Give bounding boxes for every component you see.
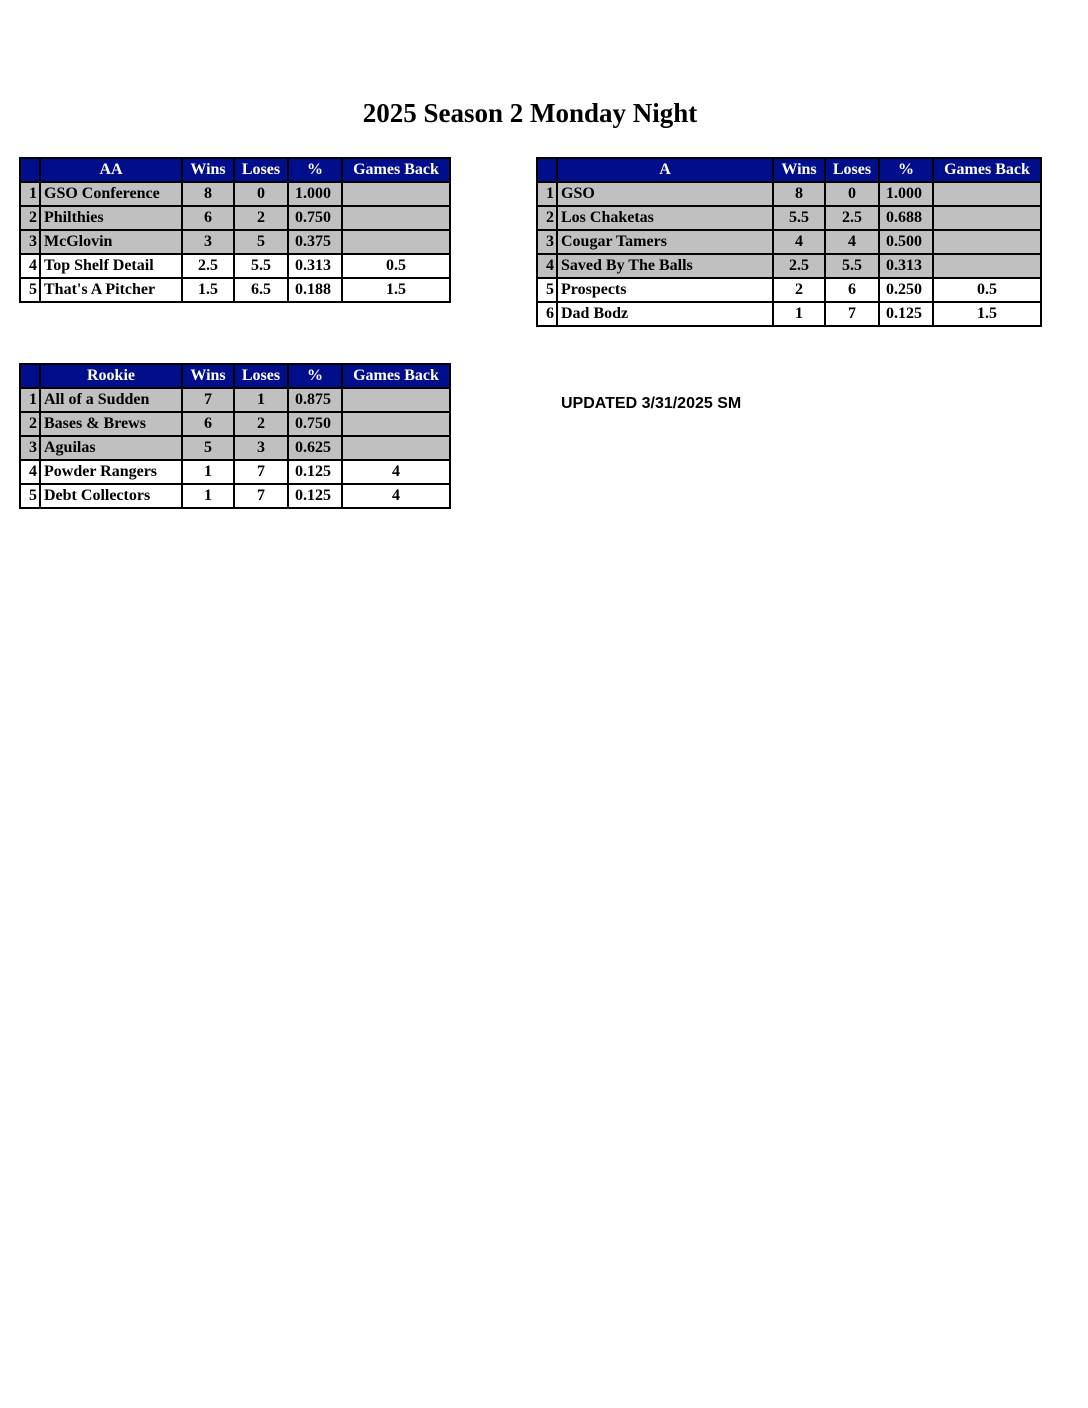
wins-header: Wins bbox=[182, 364, 234, 388]
rank-header bbox=[537, 158, 557, 182]
team-cell: Prospects bbox=[557, 278, 773, 302]
loses-header: Loses bbox=[234, 364, 288, 388]
loses-cell: 2 bbox=[234, 412, 288, 436]
rank-cell: 4 bbox=[20, 460, 40, 484]
loses-header: Loses bbox=[825, 158, 879, 182]
team-cell: All of a Sudden bbox=[40, 388, 182, 412]
pct-cell: 0.125 bbox=[879, 302, 933, 326]
table-row bbox=[537, 182, 1041, 206]
table-row bbox=[20, 230, 450, 254]
loses-cell: 7 bbox=[234, 484, 288, 508]
games-back-cell bbox=[342, 412, 450, 436]
games-back-cell bbox=[342, 388, 450, 412]
rank-cell: 5 bbox=[537, 278, 557, 302]
wins-cell: 2.5 bbox=[182, 254, 234, 278]
wins-cell: 5 bbox=[182, 436, 234, 460]
team-cell: Cougar Tamers bbox=[557, 230, 773, 254]
table-row bbox=[537, 254, 1041, 278]
rank-cell: 1 bbox=[537, 182, 557, 206]
loses-cell: 3 bbox=[234, 436, 288, 460]
pct-cell: 1.000 bbox=[288, 182, 342, 206]
table-row bbox=[20, 436, 450, 460]
pct-cell: 0.313 bbox=[288, 254, 342, 278]
rank-cell: 4 bbox=[537, 254, 557, 278]
rank-cell: 1 bbox=[20, 388, 40, 412]
loses-cell: 6.5 bbox=[234, 278, 288, 302]
games-back-header: Games Back bbox=[933, 158, 1041, 182]
games-back-cell bbox=[933, 230, 1041, 254]
team-cell: Dad Bodz bbox=[557, 302, 773, 326]
page-title: 2025 Season 2 Monday Night bbox=[362, 98, 698, 128]
loses-header: Loses bbox=[234, 158, 288, 182]
wins-cell: 8 bbox=[773, 182, 825, 206]
wins-cell: 1 bbox=[773, 302, 825, 326]
games-back-cell: 4 bbox=[342, 460, 450, 484]
games-back-cell bbox=[342, 206, 450, 230]
loses-cell: 5 bbox=[234, 230, 288, 254]
wins-cell: 7 bbox=[182, 388, 234, 412]
loses-cell: 0 bbox=[234, 182, 288, 206]
pct-cell: 0.750 bbox=[288, 206, 342, 230]
games-back-header: Games Back bbox=[342, 158, 450, 182]
loses-cell: 2 bbox=[234, 206, 288, 230]
pct-cell: 0.313 bbox=[879, 254, 933, 278]
division-name: A bbox=[557, 158, 773, 182]
division-name: AA bbox=[40, 158, 182, 182]
team-cell: GSO Conference bbox=[40, 182, 182, 206]
team-cell: Los Chaketas bbox=[557, 206, 773, 230]
loses-cell: 5.5 bbox=[825, 254, 879, 278]
rank-cell: 3 bbox=[537, 230, 557, 254]
pct-cell: 0.625 bbox=[288, 436, 342, 460]
table-row bbox=[20, 412, 450, 436]
games-back-cell bbox=[933, 206, 1041, 230]
pct-header: % bbox=[288, 364, 342, 388]
header-row bbox=[20, 158, 450, 182]
pct-cell: 1.000 bbox=[879, 182, 933, 206]
wins-cell: 3 bbox=[182, 230, 234, 254]
pct-cell: 0.125 bbox=[288, 484, 342, 508]
team-cell: Saved By The Balls bbox=[557, 254, 773, 278]
loses-cell: 7 bbox=[234, 460, 288, 484]
rank-header bbox=[20, 158, 40, 182]
rank-cell: 6 bbox=[537, 302, 557, 326]
pct-header: % bbox=[879, 158, 933, 182]
header-row bbox=[20, 364, 450, 388]
loses-cell: 4 bbox=[825, 230, 879, 254]
team-cell: McGlovin bbox=[40, 230, 182, 254]
team-cell: Debt Collectors bbox=[40, 484, 182, 508]
team-cell: GSO bbox=[557, 182, 773, 206]
wins-header: Wins bbox=[773, 158, 825, 182]
loses-cell: 1 bbox=[234, 388, 288, 412]
team-cell: Philthies bbox=[40, 206, 182, 230]
rank-cell: 5 bbox=[20, 278, 40, 302]
rank-cell: 5 bbox=[20, 484, 40, 508]
wins-cell: 8 bbox=[182, 182, 234, 206]
wins-cell: 2 bbox=[773, 278, 825, 302]
wins-header: Wins bbox=[182, 158, 234, 182]
table-row bbox=[20, 182, 450, 206]
games-back-cell bbox=[342, 182, 450, 206]
pct-header: % bbox=[288, 158, 342, 182]
table-row bbox=[20, 278, 450, 302]
header-row bbox=[537, 158, 1041, 182]
games-back-cell: 0.5 bbox=[342, 254, 450, 278]
wins-cell: 1.5 bbox=[182, 278, 234, 302]
pct-cell: 0.250 bbox=[879, 278, 933, 302]
table-row bbox=[537, 302, 1041, 326]
games-back-cell bbox=[342, 230, 450, 254]
team-cell: Aguilas bbox=[40, 436, 182, 460]
rank-cell: 3 bbox=[20, 436, 40, 460]
games-back-cell: 0.5 bbox=[933, 278, 1041, 302]
wins-cell: 4 bbox=[773, 230, 825, 254]
team-cell: That's A Pitcher bbox=[40, 278, 182, 302]
rank-cell: 2 bbox=[20, 412, 40, 436]
wins-cell: 1 bbox=[182, 484, 234, 508]
rank-cell: 2 bbox=[537, 206, 557, 230]
games-back-cell: 1.5 bbox=[342, 278, 450, 302]
rookie-standings-table bbox=[19, 363, 451, 509]
rank-cell: 4 bbox=[20, 254, 40, 278]
games-back-cell bbox=[342, 436, 450, 460]
team-cell: Powder Rangers bbox=[40, 460, 182, 484]
rank-cell: 3 bbox=[20, 230, 40, 254]
pct-cell: 0.375 bbox=[288, 230, 342, 254]
table-row bbox=[20, 206, 450, 230]
pct-cell: 0.500 bbox=[879, 230, 933, 254]
pct-cell: 0.875 bbox=[288, 388, 342, 412]
loses-cell: 0 bbox=[825, 182, 879, 206]
table-row bbox=[20, 254, 450, 278]
pct-cell: 0.125 bbox=[288, 460, 342, 484]
wins-cell: 1 bbox=[182, 460, 234, 484]
loses-cell: 6 bbox=[825, 278, 879, 302]
loses-cell: 5.5 bbox=[234, 254, 288, 278]
table-row bbox=[537, 230, 1041, 254]
team-cell: Bases & Brews bbox=[40, 412, 182, 436]
games-back-header: Games Back bbox=[342, 364, 450, 388]
wins-cell: 6 bbox=[182, 206, 234, 230]
rank-cell: 2 bbox=[20, 206, 40, 230]
games-back-cell: 1.5 bbox=[933, 302, 1041, 326]
pct-cell: 0.750 bbox=[288, 412, 342, 436]
table-row bbox=[537, 206, 1041, 230]
loses-cell: 2.5 bbox=[825, 206, 879, 230]
wins-cell: 6 bbox=[182, 412, 234, 436]
pct-cell: 0.188 bbox=[288, 278, 342, 302]
rank-header bbox=[20, 364, 40, 388]
wins-cell: 5.5 bbox=[773, 206, 825, 230]
table-row bbox=[20, 388, 450, 412]
loses-cell: 7 bbox=[825, 302, 879, 326]
team-cell: Top Shelf Detail bbox=[40, 254, 182, 278]
wins-cell: 2.5 bbox=[773, 254, 825, 278]
rank-cell: 1 bbox=[20, 182, 40, 206]
pct-cell: 0.688 bbox=[879, 206, 933, 230]
games-back-cell bbox=[933, 182, 1041, 206]
division-name: Rookie bbox=[40, 364, 182, 388]
aa-standings-table bbox=[19, 157, 451, 303]
table-row bbox=[537, 278, 1041, 302]
updated-note: UPDATED 3/31/2025 SM bbox=[561, 395, 742, 412]
a-standings-table bbox=[536, 157, 1042, 327]
games-back-cell bbox=[933, 254, 1041, 278]
table-row bbox=[20, 484, 450, 508]
table-row bbox=[20, 460, 450, 484]
games-back-cell: 4 bbox=[342, 484, 450, 508]
